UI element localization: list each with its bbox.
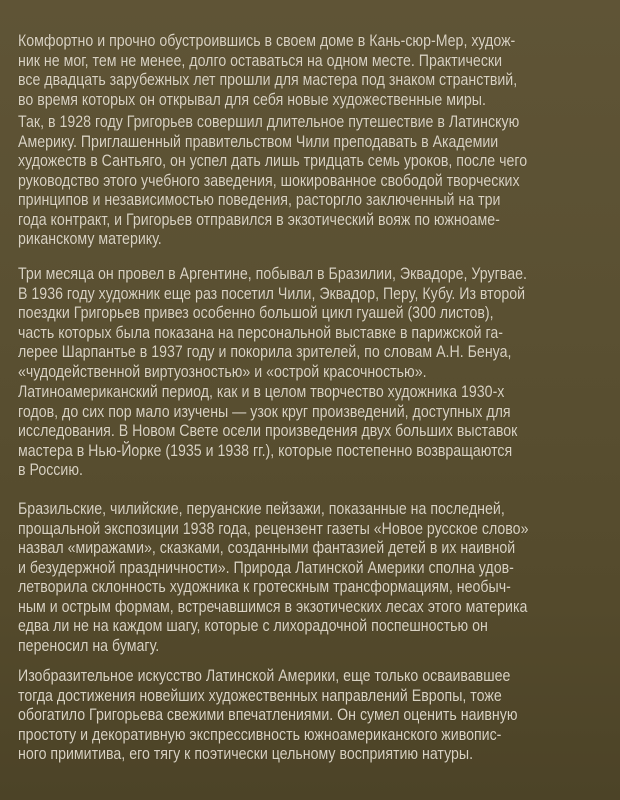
text-line: В 1936 году художник еще раз посетил Чили, Эквадор, Перу, Кубу. Из второй — [18, 284, 526, 303]
text-line: «чудодейственной виртуозностью» и «острой красочностью». — [18, 362, 427, 381]
paragraph-5 — [18, 500, 618, 656]
text-line: руководство этого учебного заведения, шокированное свободой творческих — [18, 171, 520, 190]
text-line: назвал «миражами», сказками, созданными фантазией детей в их наивной — [18, 539, 516, 557]
text-line: летворила склонность художника к гротескным трансформациям, необыч- — [18, 578, 511, 596]
text-line: года контракт, и Григорьев отправился в экзотический вояж по южноаме- — [18, 210, 500, 229]
text-line: Комфортно и прочно обустроившись в своем доме в Кань-сюр-Мер, худож- — [18, 32, 516, 50]
text-line: все двадцать зарубежных лет прошли для мастера под знаком странствий, — [18, 71, 518, 89]
text-line: Так, в 1928 году Григорьев совершил длительное путешествие в Латинскую — [18, 113, 520, 131]
text-line: ным и острым формам, встречавшимся в экзотических лесах этого материка — [18, 597, 528, 616]
text-line: принципов и независимостью поведения, расторгло заключенный на три — [18, 191, 501, 209]
paragraph-3 — [18, 265, 618, 382]
text-line: ник не мог, тем не менее, долго оставаться на одном месте. Практически — [18, 51, 503, 70]
text-line: простоту и декоративную экспрессивность южноамериканского живопис- — [18, 725, 502, 744]
text-line: поездки Григорьев привез особенно большой цикл гуашей (300 листов), — [18, 304, 494, 322]
text-line: ного примитива, его тягу к поэтически цельному восприятию натуры. — [18, 745, 474, 763]
text-line: обогатило Григорьева свежими впечатлениями. Он сумел оценить наивную — [18, 706, 518, 724]
text-line: годов, до сих пор мало изучены — узок круг произведений, доступных для — [18, 402, 511, 421]
text-line: исследования. В Новом Свете осели произведения двух больших выставок — [18, 422, 518, 440]
text-line: часть которых была показана на персональной выставке в парижской га- — [18, 323, 504, 342]
text-line: Латиноамериканский период, как и в целом творчество художника 1930-х — [18, 383, 505, 401]
text-line: Изобразительное искусство Латинской Америки, еще только осваивавшее — [18, 667, 511, 685]
paragraph-1 — [18, 32, 618, 110]
text-line: художеств в Сантьяго, он успел дать лишь тридцать семь уроков, после чего — [18, 152, 528, 170]
text-line: мастера в Нью-Йорке (1935 и 1938 гг.), которые постепенно возвращаются — [18, 441, 513, 460]
text-line: Бразильские, чилийские, перуанские пейзажи, показанные на последней, — [18, 500, 505, 518]
paragraph-2 — [18, 113, 618, 250]
text-line: во время которых он открывал для себя новые художественные миры. — [18, 90, 486, 109]
text-line: прощальной экспозиции 1938 года, рецензент газеты «Новое русское слово» — [18, 519, 529, 538]
text-line: и безудержной праздничности». Природа Латинской Америки сполна удов- — [18, 558, 514, 577]
text-line: переносил на бумагу. — [18, 636, 160, 655]
paragraph-4 — [18, 383, 618, 481]
text-line: Америку. Приглашенный правительством Чили преподавать в Академии — [18, 132, 499, 151]
text-line: лерее Шарпантье в 1937 году и покорила зрителей, по словам А.Н. Бенуа, — [18, 343, 512, 361]
text-line: едва ли не на каждом шагу, которые с лихорадочной поспешностью он — [18, 617, 488, 635]
text-line: тогда достижения новейших художественных направлений Европы, тоже — [18, 686, 502, 705]
paragraph-6 — [18, 667, 618, 765]
text-line: Три месяца он провел в Аргентине, побывал в Бразилии, Эквадоре, Уругвае. — [18, 265, 527, 283]
text-line: в Россию. — [18, 461, 83, 479]
text-line: риканскому материку. — [18, 230, 162, 248]
